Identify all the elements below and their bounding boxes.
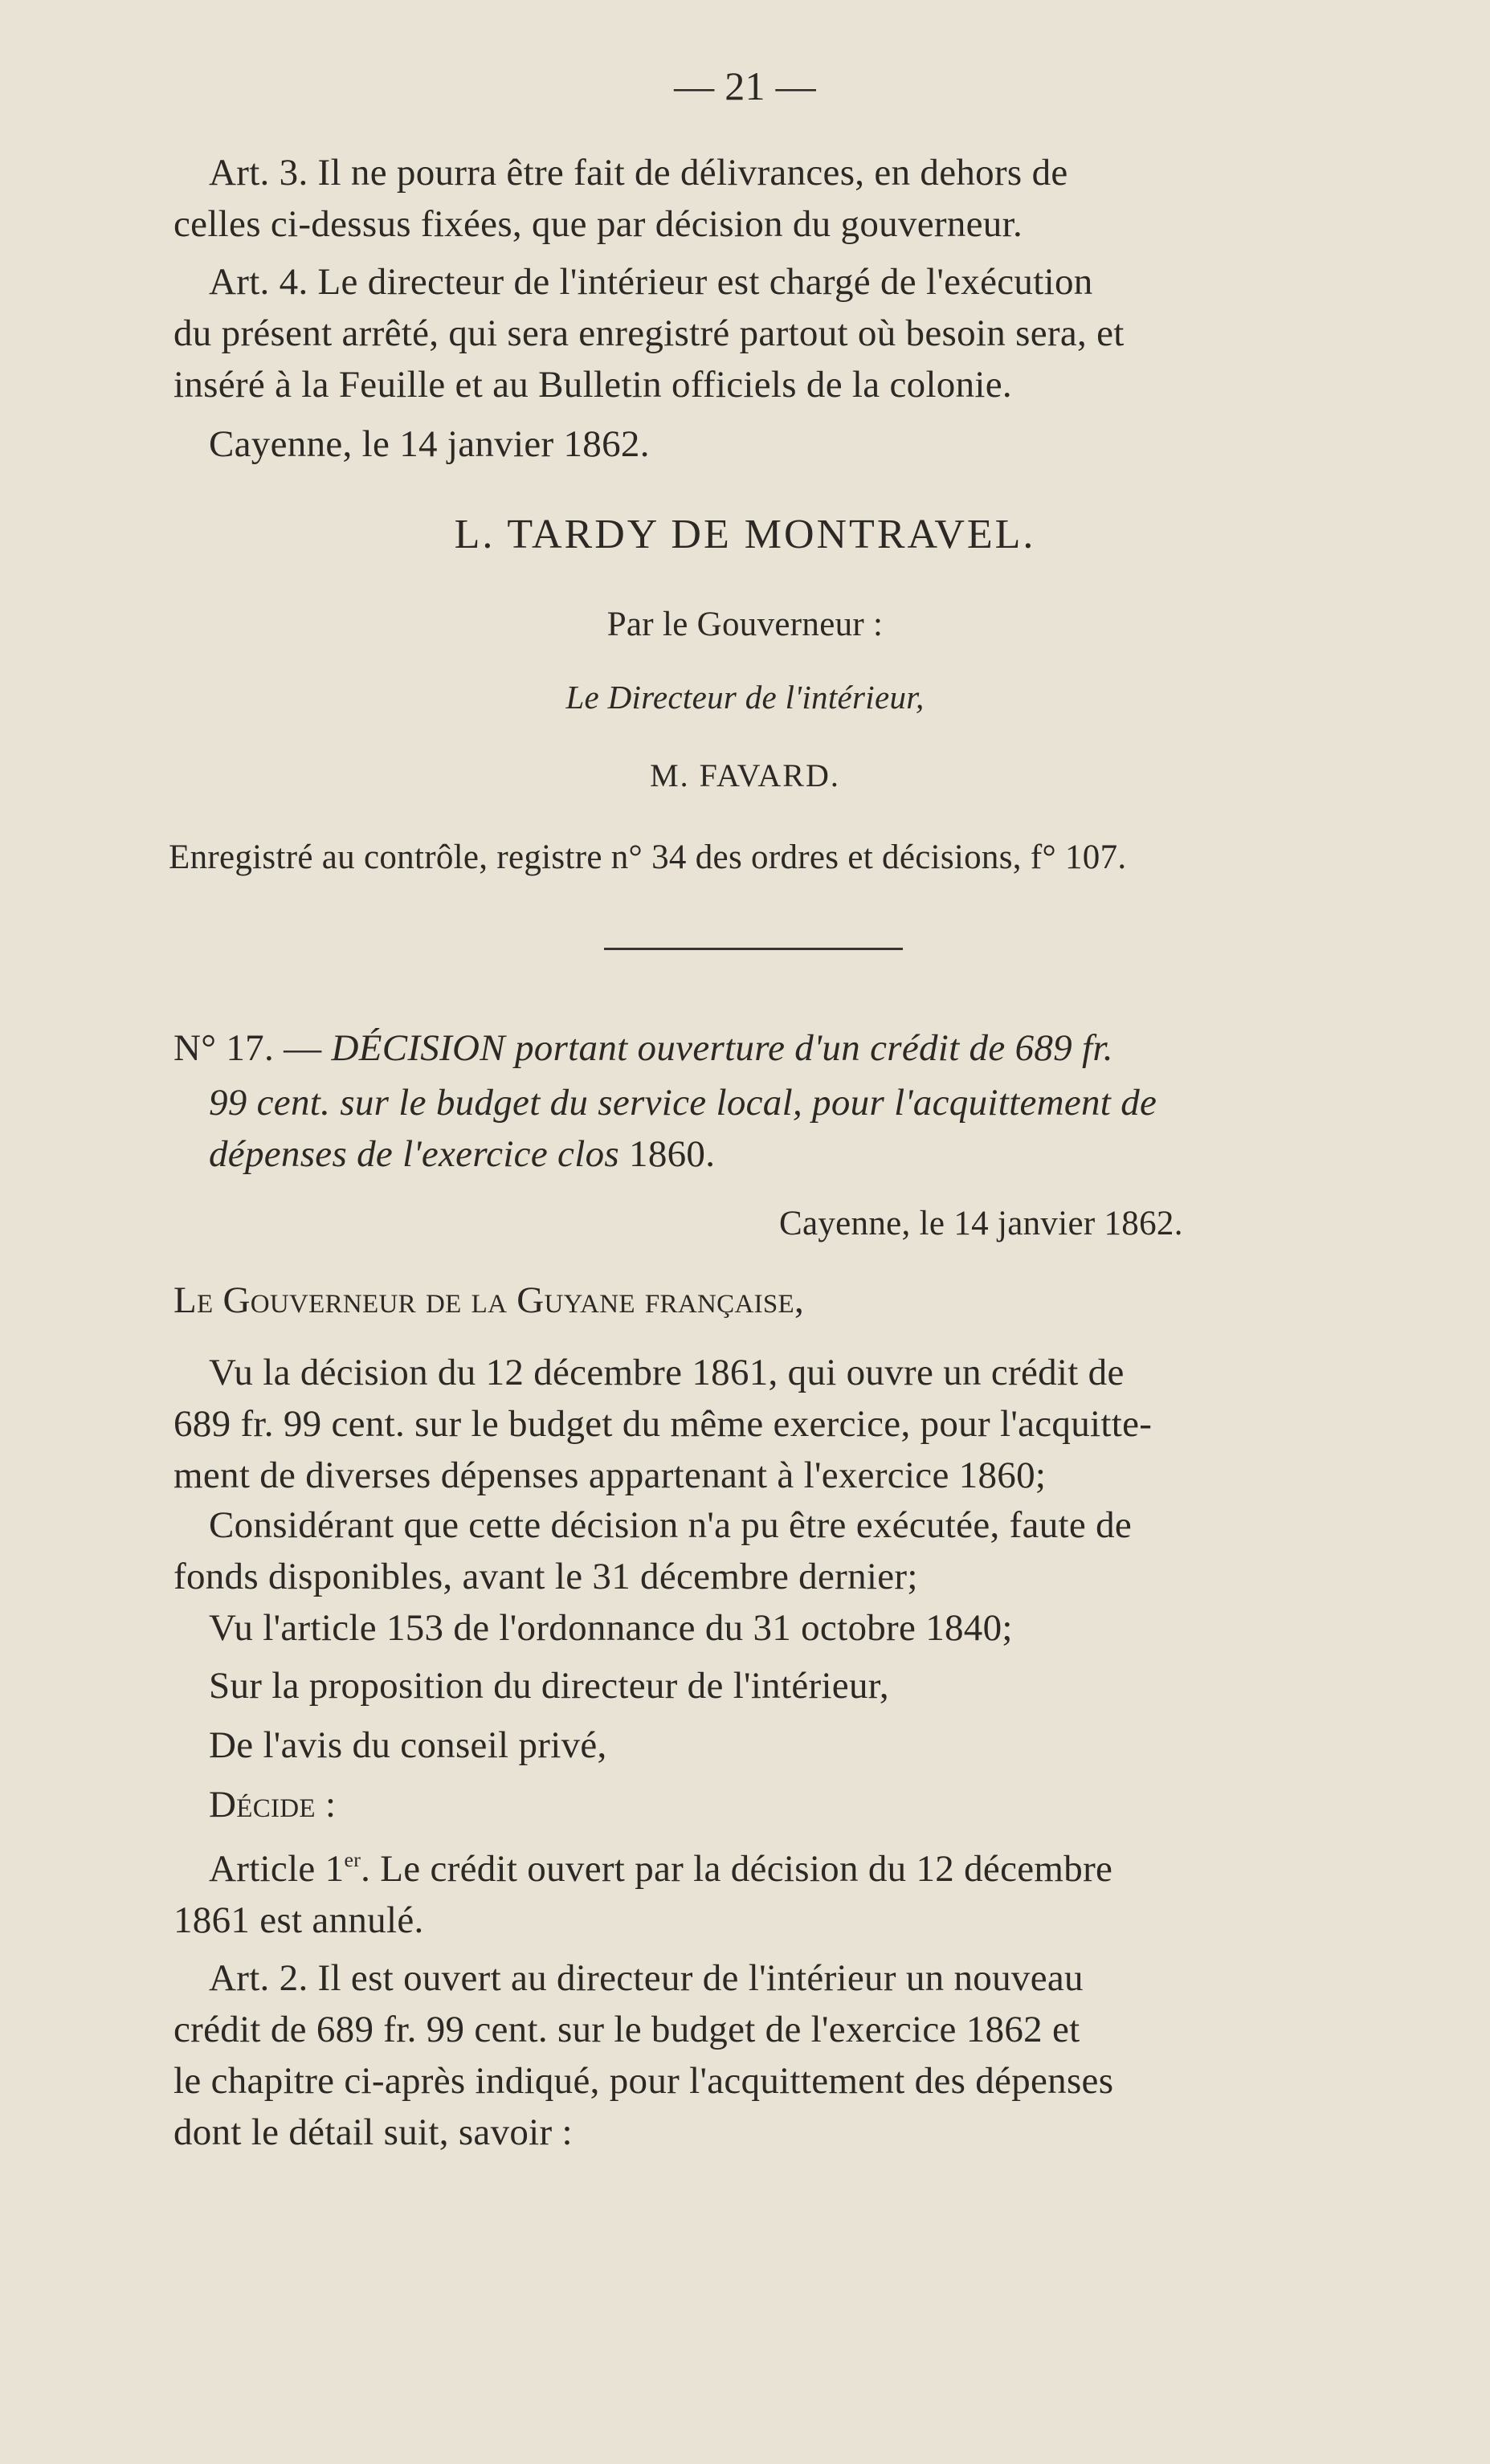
art4-line-1: Art. 4. Le directeur de l'intérieur est chargé de l'exécution — [209, 261, 1093, 303]
decision-title-line-3-text: dépenses de l'exercice clos — [209, 1133, 630, 1175]
article2-line-2: crédit de 689 fr. 99 cent. sur le budget de l'exercice 1862 et — [173, 2009, 1080, 2050]
article1-text: . Le crédit ouvert par la décision du 12 décembre — [361, 1848, 1113, 1890]
considerant-line-2: fonds disponibles, avant le 31 décembre dernier; — [173, 1556, 918, 1597]
article2-line-4: dont le détail suit, savoir : — [173, 2111, 573, 2153]
decide-heading: Décide : — [209, 1784, 337, 1826]
article1-superscript: er — [344, 1847, 361, 1871]
gouverneur-heading: Le Gouverneur de la Guyane française, — [173, 1279, 805, 1321]
decision-title-line-3 — [209, 1133, 716, 1175]
vu1-line-2: 689 fr. 99 cent. sur le budget du même exercice, pour l'acquitte- — [173, 1403, 1153, 1445]
decision-title-line-1 — [173, 1027, 1113, 1069]
decision-title-year: 1860. — [629, 1133, 716, 1175]
enregistre-note: Enregistré au contrôle, registre n° 34 des ordres et décisions, f° 107. — [169, 838, 1127, 876]
art3-line-1: Art. 3. Il ne pourra être fait de délivrances, en dehors de — [209, 152, 1068, 194]
article2-line-3: le chapitre ci-après indiqué, pour l'acquittement des dépenses — [173, 2060, 1114, 2102]
decision-number: N° 17. — — [173, 1027, 322, 1069]
vu1-line-1: Vu la décision du 12 décembre 1861, qui ouvre un crédit de — [209, 1352, 1125, 1393]
decision-title-line-2: 99 cent. sur le budget du service local, pour l'acquittement de — [209, 1082, 1157, 1124]
article1-line-1 — [209, 1847, 1113, 1890]
par-le-gouverneur: Par le Gouverneur : — [606, 606, 884, 643]
page-number: — 21 — — [674, 63, 816, 108]
vu2-line: Vu l'article 153 de l'ordonnance du 31 octobre 1840; — [209, 1607, 1013, 1649]
art4-line-2: du présent arrêté, qui sera enregistré partout où besoin sera, et — [173, 312, 1125, 354]
article1-label: Article 1 — [209, 1848, 345, 1890]
sur-proposition-line: Sur la proposition du directeur de l'intérieur, — [209, 1665, 889, 1707]
vu1-line-3: ment de diverses dépenses appartenant à l'exercice 1860; — [173, 1454, 1047, 1496]
directeur-name: M. FAVARD. — [650, 757, 840, 793]
art3-line-2: celles ci-dessus fixées, que par décision du gouverneur. — [173, 203, 1023, 245]
article1-line-2: 1861 est annulé. — [173, 1899, 424, 1941]
directeur-title: Le Directeur de l'intérieur, — [565, 679, 925, 716]
section-divider — [604, 948, 903, 950]
arrete-place-date: Cayenne, le 14 janvier 1862. — [209, 423, 650, 465]
considerant-line-1: Considérant que cette décision n'a pu être exécutée, faute de — [209, 1504, 1133, 1546]
decision-title-text: DÉCISION portant ouverture d'un crédit de 689 fr. — [331, 1027, 1113, 1069]
avis-conseil-line: De l'avis du conseil privé, — [209, 1724, 607, 1766]
article2-line-1: Art. 2. Il est ouvert au directeur de l'intérieur un nouveau — [209, 1957, 1084, 1999]
art4-line-3: inséré à la Feuille et au Bulletin officiels de la colonie. — [173, 364, 1012, 406]
governor-signature: L. TARDY DE MONTRAVEL. — [454, 512, 1036, 557]
decision-place-date: Cayenne, le 14 janvier 1862. — [779, 1205, 1183, 1242]
